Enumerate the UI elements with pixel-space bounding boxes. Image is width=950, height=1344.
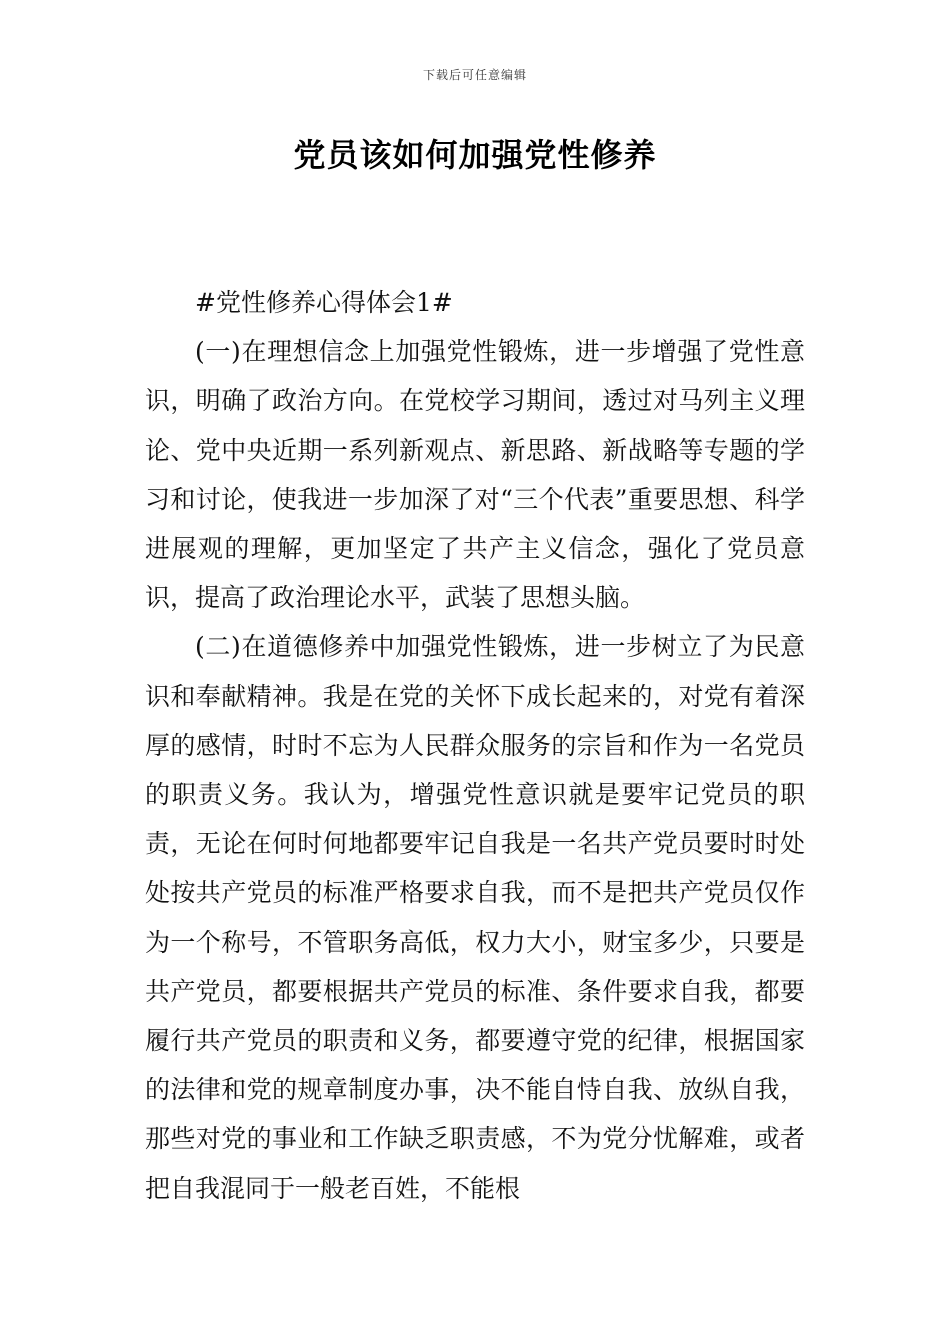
paragraph-2: (二)在道德修养中加强党性锻炼，进一步树立了为民意识和奉献精神。我是在党的关怀下成长起来的，对党有着深厚的感情，时时不忘为人民群众服务的宗旨和作为一名党员的职责义务。我认为，增强党性意识就是要牢记党员的职责，无论在何时何地都要牢记自我是一名共产党员要时时处处按共产党员的标准严格要求自我，而不是把共产党员仅作为一个称号，不管职务高低，权力大小，财宝多少，只要是共产党员，都要根据共产党员的标准、条件要求自我，都要履行共产党员的职责和义务，都要遵守党的纪律，根据国家的法律和党的规章制度办事，决不能自恃自我、放纵自我，那些对党的事业和工作缺乏职责感，不为党分忧解难，或者把自我混同于一般老百姓，不能根 <box>145 632 805 1203</box>
document-title: 党员该如何加强党性修养 <box>293 136 657 174</box>
document-body <box>145 278 805 1213</box>
paragraph-1: (一)在理想信念上加强党性锻炼，进一步增强了党性意识，明确了政治方向。在党校学习期间，透过对马列主义理论、党中央近期一系列新观点、新思路、新战略等专题的学习和讨论，使我进一步加深了对“三个代表”重要思想、科学进展观的理解，更加坚定了共产主义信念，强化了党员意识，提高了政治理论水平，武装了思想头脑。 <box>145 337 805 613</box>
header-note: 下载后可任意编辑 <box>422 68 527 82</box>
section-heading: #党性修养心得体会1# <box>195 288 453 317</box>
